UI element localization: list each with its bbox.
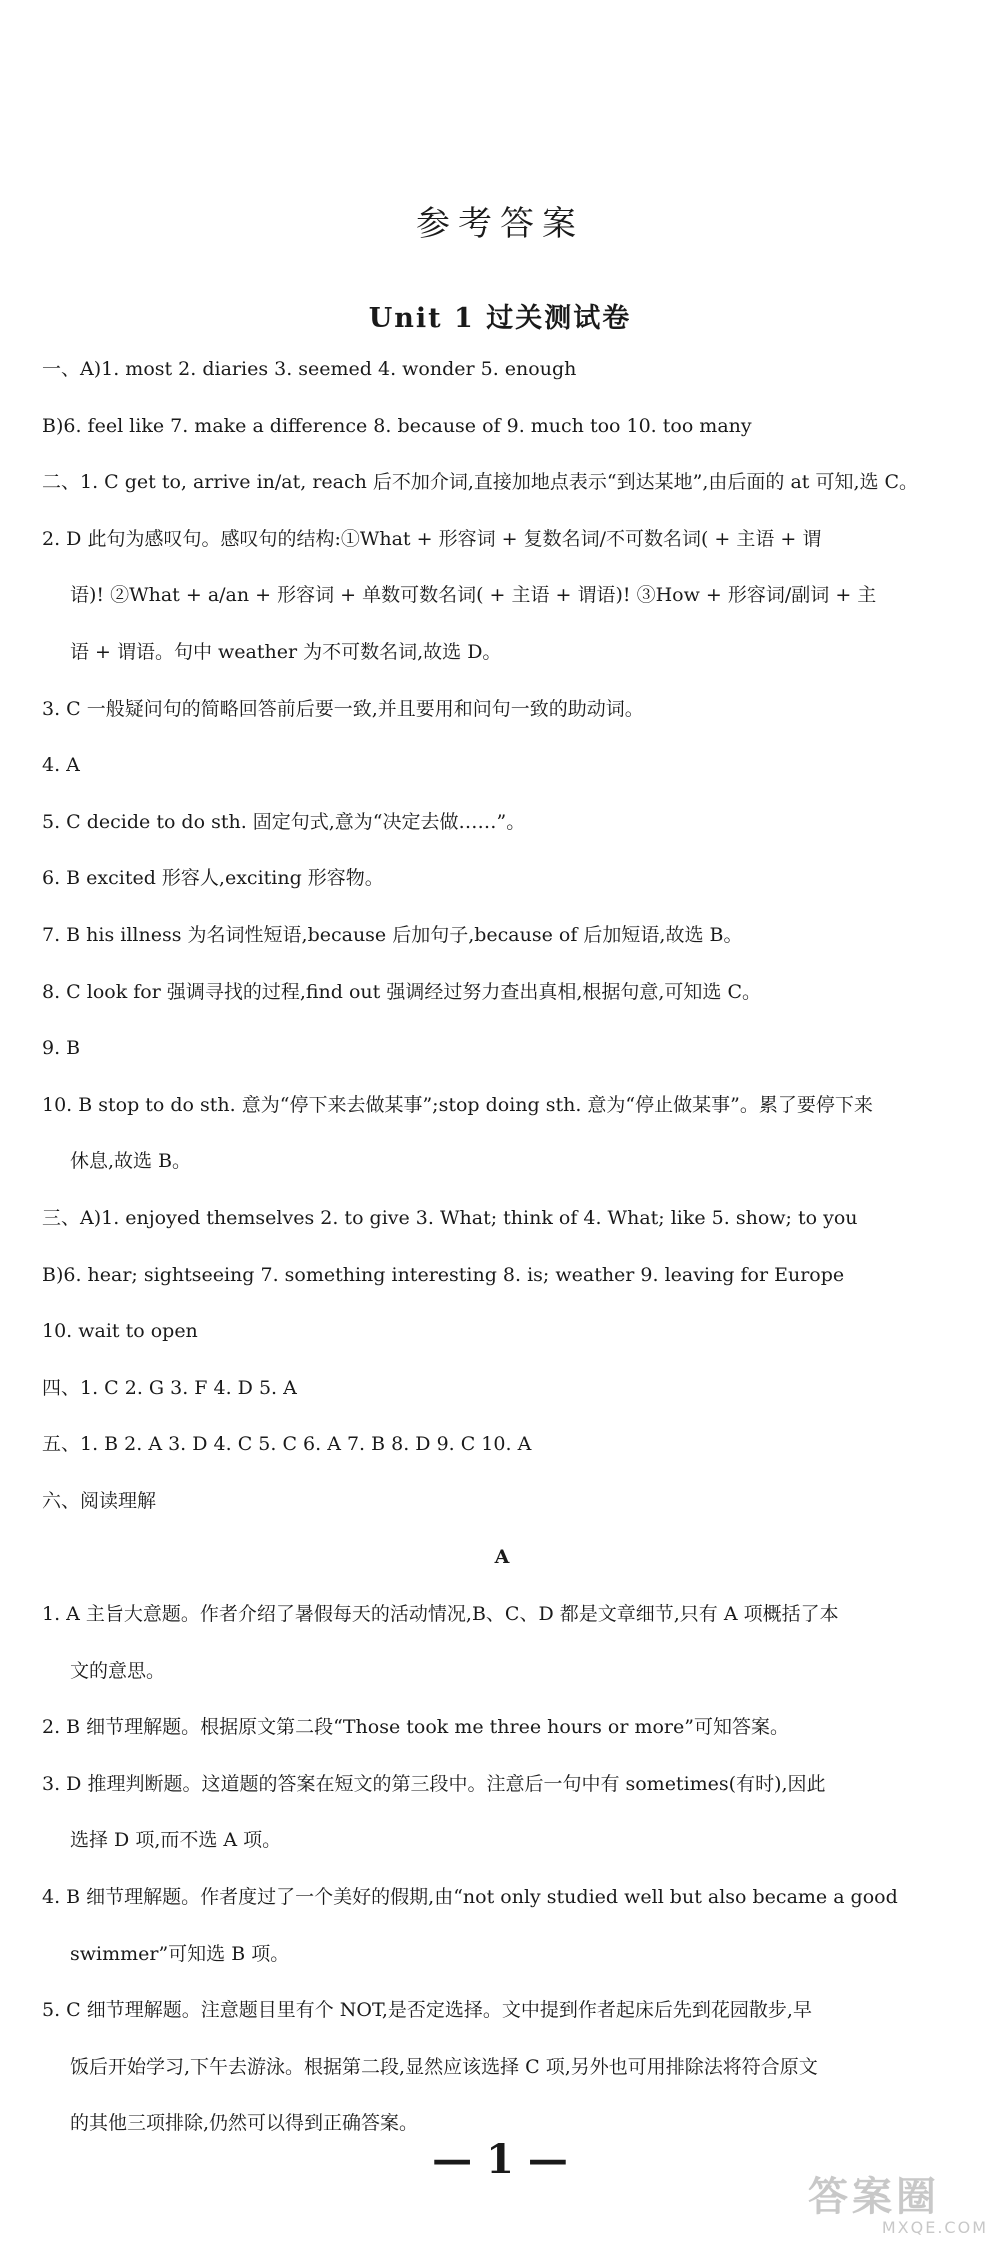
answer-line: B)6. hear; sightseeing 7. something interesting 8. is; weather 9. leaving for Europe <box>42 1263 845 1286</box>
answer-line: 1. A 主旨大意题。作者介绍了暑假每天的活动情况,B、C、D 都是文章细节,只有 A 项概括了本 <box>42 1603 839 1626</box>
answer-line: 10. B stop to do sth. 意为“停下来去做某事”;stop doing sth. 意为“停止做某事”。累了要停下来 <box>42 1093 873 1116</box>
answer-line: 7. B his illness 为名词性短语,because 后加句子,because of 后加短语,故选 B。 <box>42 923 743 946</box>
answer-line: 饭后开始学习,下午去游泳。根据第二段,显然应该选择 C 项,另外也可用排除法将符合原文 <box>70 2055 818 2078</box>
answer-line: 五、1. B 2. A 3. D 4. C 5. C 6. A 7. B 8. D 9. C 10. A <box>42 1433 532 1456</box>
answer-line: 四、1. C 2. G 3. F 4. D 5. A <box>42 1376 297 1399</box>
answer-line: 的其他三项排除,仍然可以得到正确答案。 <box>70 2112 419 2135</box>
answer-line: 3. C 一般疑问句的简略回答前后要一致,并且要用和问句一致的助动词。 <box>42 697 644 720</box>
answer-line: 选择 D 项,而不选 A 项。 <box>70 1829 282 1852</box>
answer-line: A <box>494 1546 510 1569</box>
watermark-logo-text: 答案圈 <box>808 2174 940 2220</box>
answer-line: 9. B <box>42 1037 81 1060</box>
answer-line: 三、A)1. enjoyed themselves 2. to give 3. What; think of 4. What; like 5. show; to you <box>42 1206 858 1229</box>
unit-title: Unit 1 过关测试卷 <box>368 303 632 334</box>
answer-line: 10. wait to open <box>42 1320 198 1343</box>
watermark-url: MXQE.COM <box>881 2218 988 2237</box>
answer-line: 2. B 细节理解题。根据原文第二段“Those took me three hours or more”可知答案。 <box>42 1716 789 1739</box>
answer-line: 2. D 此句为感叹句。感叹句的结构:①What + 形容词 + 复数名词/不可数名词( + 主语 + 谓 <box>42 527 822 550</box>
answer-line: 六、阅读理解 <box>42 1489 157 1512</box>
answer-line: B)6. feel like 7. make a difference 8. because of 9. much too 10. too many <box>42 414 752 437</box>
answer-key-body <box>42 355 962 2166</box>
page-title: 参考答案 <box>416 204 584 244</box>
watermark-logo <box>808 2174 988 2238</box>
answer-line: 8. C look for 强调寻找的过程,find out 强调经过努力查出真相,根据句意,可知选 C。 <box>42 980 762 1003</box>
answer-line: 文的意思。 <box>70 1659 166 1682</box>
answer-line: 一、A)1. most 2. diaries 3. seemed 4. wonder 5. enough <box>42 358 577 380</box>
answer-line: 3. D 推理判断题。这道题的答案在短文的第三段中。注意后一句中有 sometimes(有时),因此 <box>42 1772 826 1795</box>
answer-line: swimmer”可知选 B 项。 <box>70 1942 290 1965</box>
answer-line: 4. A <box>42 754 80 777</box>
page-number: — 1 — <box>432 2136 568 2183</box>
answer-line: 语 + 谓语。句中 weather 为不可数名词,故选 D。 <box>70 640 502 663</box>
answer-line: 语)! ②What + a/an + 形容词 + 单数可数名词( + 主语 + 谓语)! ③How + 形容词/副词 + 主 <box>70 584 877 607</box>
answer-line: 休息,故选 B。 <box>70 1150 192 1173</box>
answer-line: 6. B excited 形容人,exciting 形容物。 <box>42 867 384 890</box>
answer-line: 4. B 细节理解题。作者度过了一个美好的假期,由“not only studied well but also became a good <box>42 1886 898 1909</box>
answer-line: 5. C 细节理解题。注意题目里有个 NOT,是否定选择。文中提到作者起床后先到花园散步,早 <box>42 1999 812 2022</box>
answer-line: 二、1. C get to, arrive in/at, reach 后不加介词,直接加地点表示“到达某地”,由后面的 at 可知,选 C。 <box>42 471 919 494</box>
answer-line: 5. C decide to do sth. 固定句式,意为“决定去做……”。 <box>42 810 526 833</box>
